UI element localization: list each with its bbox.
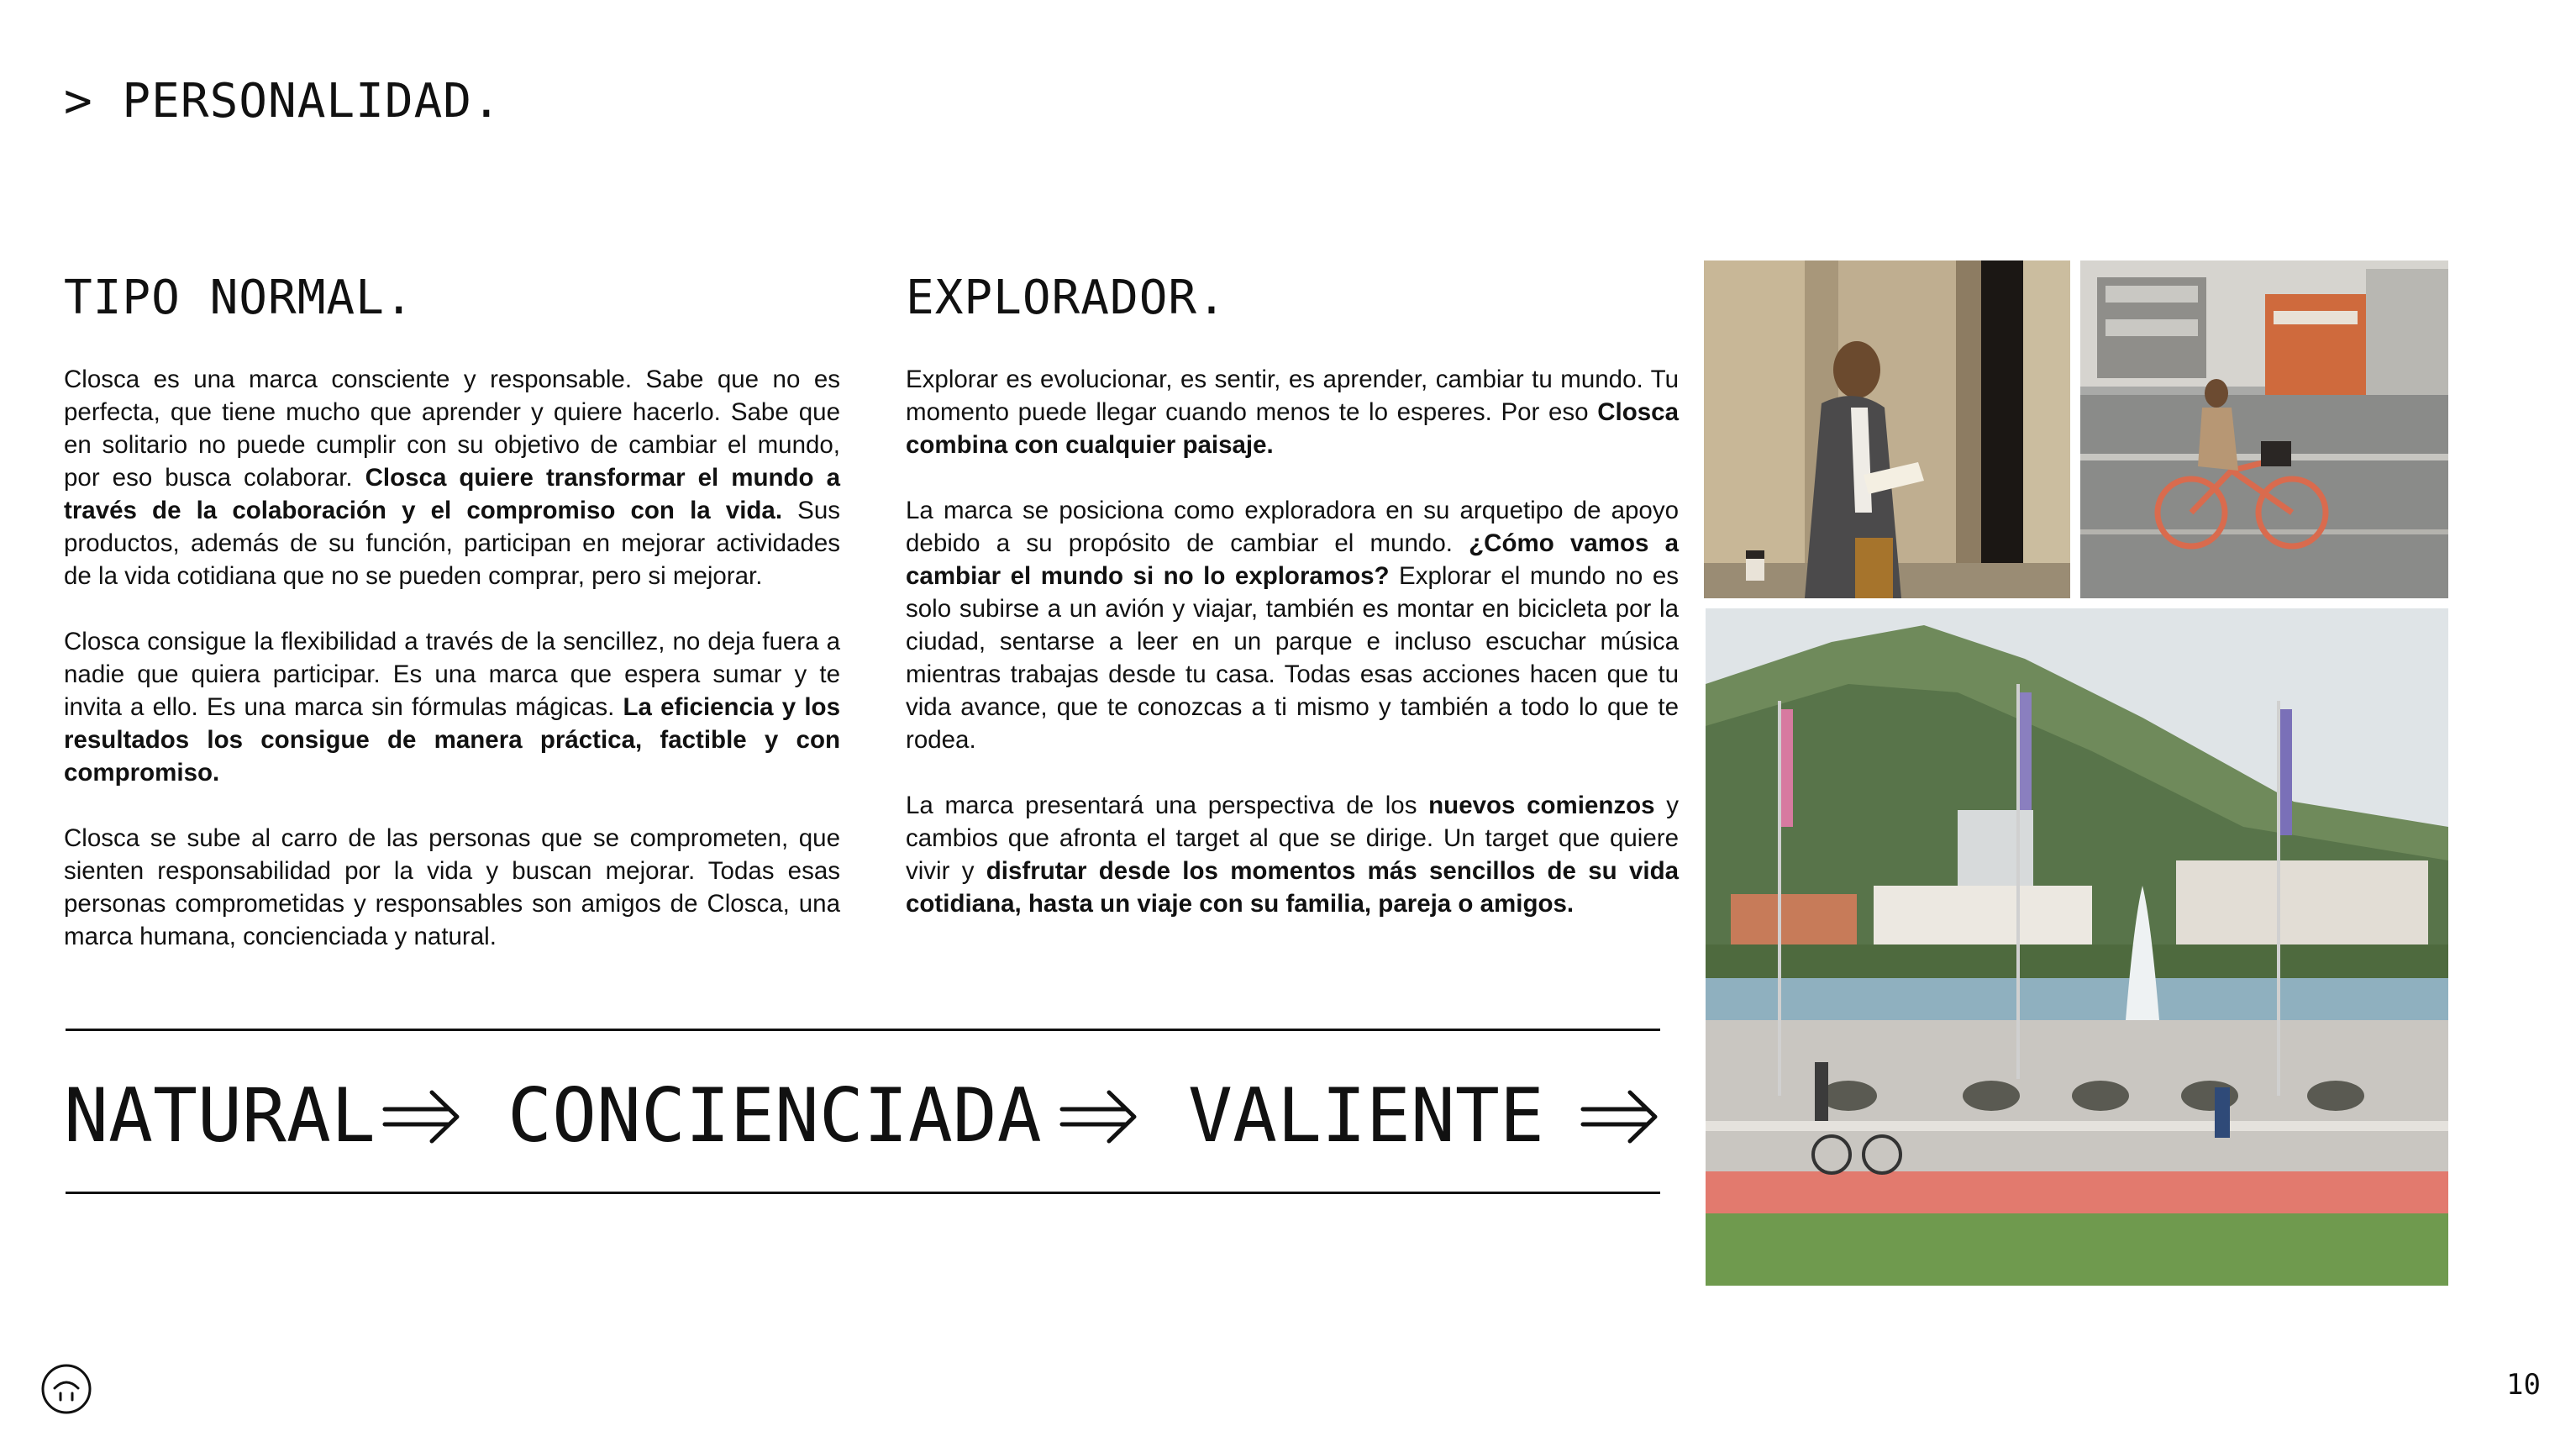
bold-span: disfrutar desde los momentos más sencillos de su vida cotidiana, hasta un viaje con su familia, pareja o amigos.: [906, 857, 1679, 918]
double-arrow-right-icon: [1580, 1087, 1660, 1146]
value-valiente: VALIENTE: [1188, 1072, 1544, 1159]
closca-smile-logo-icon: [40, 1363, 92, 1415]
explorador-text: [906, 363, 1679, 920]
divider-top: [66, 1029, 1660, 1031]
value-natural: NATURAL: [64, 1072, 376, 1159]
double-arrow-right-icon: [381, 1087, 462, 1146]
heading-explorador: EXPLORADOR.: [906, 271, 1227, 325]
brand-values: [64, 1066, 1669, 1166]
page-number: 10: [2506, 1368, 2541, 1402]
text-span: Explorar el mundo no es solo subirse a un avión y viajar, también es montar en bicicleta por la ciudad, sentarse a leer en un parque e incluso escuchar música mientras trabajas desde tu casa. Todas esas acciones hacen que tu vida avance, que te conozcas a ti mismo y también a todo lo que te rodea.: [906, 562, 1679, 754]
text-span: Closca consigue la flexibilidad a través de la sencillez, no deja fuera a nadie que quiera participar. Es una marca que espera sumar y te invita a ello. Es una marca sin fórmulas mágicas.: [64, 628, 840, 721]
text-span: y cambios que afronta el target al que se dirige. Un target que quiere vivir y: [906, 792, 1680, 885]
text-span: Sus productos, además de su función, participan en mejorar actividades de la vida cotidiana que no se pueden comprar, pero si mejorar.: [64, 497, 840, 590]
explorador-paragraph-1: [906, 363, 1679, 461]
photo-man-reading-image: [1704, 260, 2070, 598]
bold-span: Closca combina con cualquier paisaje.: [906, 398, 1679, 459]
text-span: Closca se sube al carro de las personas que se comprometen, que sienten responsabilidad por la vida y buscan mejorar. Todas esas personas comprometidas y responsables son amigos de Closca, una marca humana, concienciada y natural.: [64, 824, 840, 950]
photo-city-plaza: [1706, 608, 2448, 1286]
bold-span: nuevos comienzos: [1428, 792, 1655, 819]
section-title: > PERSONALIDAD.: [64, 74, 502, 129]
photo-woman-cycling: [2080, 260, 2448, 598]
bold-span: La eficiencia y los resultados los consigue de manera práctica, factible y con compromiso.: [64, 693, 840, 787]
double-arrow-right-icon: [1059, 1087, 1139, 1146]
photo-man-reading: [1704, 260, 2070, 598]
heading-tipo-normal: TIPO NORMAL.: [64, 271, 414, 325]
divider-bottom: [66, 1192, 1660, 1194]
value-concienciada: CONCIENCIADA: [507, 1072, 1042, 1159]
bold-span: Closca quiere transformar el mundo a través de la colaboración y el compromiso con la vida.: [64, 464, 840, 524]
explorador-paragraph-3: [906, 789, 1679, 920]
tipo-normal-paragraph-2: [64, 625, 840, 789]
tipo-normal-text: [64, 363, 840, 953]
tipo-normal-paragraph-1: [64, 363, 840, 592]
text-span: Closca es una marca consciente y responsable. Sabe que no es perfecta, que tiene mucho que aprender y quiere hacerlo. Sabe que en solitario no puede cumplir con su objetivo de cambiar el mundo, por eso busca colaborar.: [64, 366, 840, 492]
photo-woman-cycling-image: [2080, 260, 2448, 598]
text-span: La marca se posiciona como exploradora en su arquetipo de apoyo debido a su propósito de cambiar el mundo.: [906, 497, 1679, 557]
text-span: Explorar es evolucionar, es sentir, es aprender, cambiar tu mundo. Tu momento puede llegar cuando menos te lo esperes. Por eso: [906, 366, 1679, 426]
tipo-normal-paragraph-3: [64, 822, 840, 953]
text-span: La marca presentará una perspectiva de los: [906, 792, 1429, 819]
explorador-paragraph-2: [906, 494, 1679, 756]
photo-city-plaza-image: [1706, 608, 2448, 1286]
bold-span: ¿Cómo vamos a cambiar el mundo si no lo exploramos?: [906, 529, 1679, 590]
